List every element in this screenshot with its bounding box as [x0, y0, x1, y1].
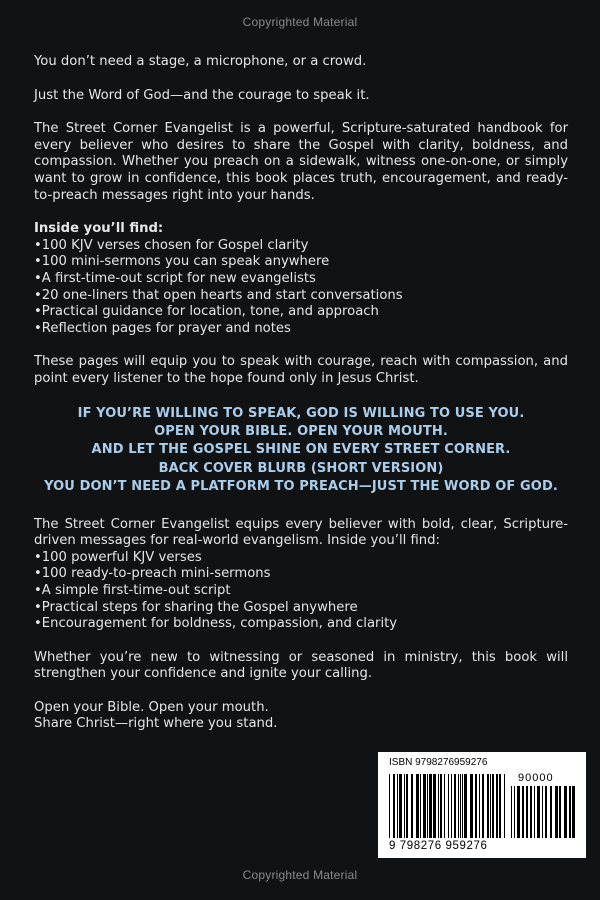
barcode-bar [492, 774, 494, 838]
barcode-bar [448, 774, 449, 838]
barcode-bar [542, 786, 543, 838]
barcode-bar [423, 774, 426, 838]
barcode-bar [399, 774, 402, 838]
list-item: • 100 ready-to-preach mini-sermons [34, 566, 568, 583]
list-item: • Practical guidance for location, tone, and approach [34, 304, 568, 321]
intro-line-1: You don’t need a stage, a microphone, or a crowd. [34, 54, 367, 69]
whether-paragraph: Whether you’re new to witnessing or seasoned in ministry, this book will strengthen your confidence and ignite your calling. [34, 649, 568, 682]
closing-line-1: Open your Bible. Open your mouth. [34, 699, 269, 715]
barcode-bar [406, 774, 408, 838]
barcode-bar [429, 774, 432, 838]
barcode-bar [499, 774, 501, 838]
barcode-bar [534, 786, 535, 838]
barcode-bar [550, 786, 552, 838]
list-item: • Practical steps for sharing the Gospel anywhere [34, 600, 568, 617]
barcode-digits: 9 798276 959276 [389, 840, 488, 852]
barcode-bar [470, 774, 473, 838]
barcode-bar [487, 774, 489, 838]
list-item: • 20 one-liners that open hearts and start conversations [34, 288, 568, 305]
barcode-bar [537, 786, 540, 838]
barcode-bar [440, 774, 442, 838]
callout-line: IF YOU’RE WILLING TO SPEAK, GOD IS WILLING TO USE YOU. [77, 405, 525, 421]
isbn-label: ISBN 9798276959276 [389, 757, 488, 768]
barcode-addon-bars [511, 786, 575, 838]
barcode-bar [411, 774, 413, 838]
barcode-bar [504, 774, 505, 838]
intro-line-2: Just the Word of God—and the courage to speak it. [34, 87, 370, 103]
barcode-bar [464, 774, 467, 838]
barcode-bar [438, 774, 439, 838]
barcode-bar [451, 774, 452, 838]
callout-line: BACK COVER BLURB (SHORT VERSION) [158, 460, 444, 476]
callout-line: OPEN YOUR BIBLE. OPEN YOUR MOUTH. [154, 423, 448, 439]
list-item: • Reflection pages for prayer and notes [34, 321, 568, 338]
barcode-bar [496, 774, 498, 838]
barcode-bar [397, 774, 398, 838]
barcode-bar [559, 786, 561, 838]
barcode-bar [517, 786, 520, 838]
barcode-bar [462, 774, 463, 838]
barcode-bars [389, 774, 509, 838]
barcode-bar [555, 786, 558, 838]
callout-line: AND LET THE GOSPEL SHINE ON EVERY STREET CORNER. [91, 442, 511, 458]
barcode-bar [416, 774, 419, 838]
barcode-bar [393, 774, 395, 838]
short-intro-paragraph: The Street Corner Evangelist equips every believer with bold, clear, Scripture-driven messages for real-world evangelism. Inside you’ll find: [34, 516, 568, 549]
barcode-bar [479, 774, 480, 838]
barcode-bar [514, 786, 515, 838]
watermark-top: Copyrighted Material [242, 15, 358, 29]
barcode-bar [475, 774, 477, 838]
isbn-barcode [378, 752, 586, 858]
list-item: • A first-time-out script for new evangelists [34, 271, 568, 288]
watermark-bottom: Copyrighted Material [242, 868, 358, 882]
description-paragraph: The Street Corner Evangelist is a powerful, Scripture-saturated handbook for every believer who desires to share the Gospel with clarity, boldness, and compassion. Whether you preach on a sidewalk, witness one-on-one, or simply want to grow in confidence, this book places truth, encouragement, and ready-to-preach messages right into your hands. [34, 121, 568, 203]
callout-block [34, 405, 568, 497]
list-item: • 100 powerful KJV verses [34, 550, 568, 567]
barcode-bar [458, 774, 459, 838]
barcode-addon-number: 90000 [518, 772, 554, 784]
barcode-bar [545, 786, 547, 838]
barcode-bar [564, 786, 567, 838]
equip-paragraph: These pages will equip you to speak with courage, reach with compassion, and point every listener to the hope found only in Jesus Christ. [34, 354, 568, 386]
barcode-bar [522, 786, 524, 838]
barcode-bar [511, 786, 512, 838]
list-item: • A simple first-time-out script [34, 583, 568, 600]
barcode-bar [433, 774, 436, 838]
barcode-bar [490, 774, 491, 838]
list-item: • Encouragement for boldness, compassion, and clarity [34, 616, 568, 633]
barcode-bar [404, 774, 405, 838]
barcode-bar [427, 774, 428, 838]
barcode-bar [572, 786, 575, 838]
closing-line-2: Share Christ—right where you stand. [34, 716, 278, 732]
inside-list [34, 238, 568, 338]
barcode-bar [530, 786, 532, 838]
barcode-bar [420, 774, 421, 838]
barcode-bar [454, 774, 456, 838]
list-item: • 100 KJV verses chosen for Gospel clarity [34, 238, 568, 255]
callout-line: YOU DON’T NEED A PLATFORM TO PREACH—JUST THE WORD OF GOD. [44, 479, 558, 495]
barcode-bar [569, 786, 571, 838]
back-cover-text [34, 54, 568, 733]
list-item: • 100 mini-sermons you can speak anywhere [34, 254, 568, 271]
barcode-bar [526, 786, 528, 838]
short-list [34, 550, 568, 633]
barcode-bar [482, 774, 484, 838]
inside-title: Inside you’ll find: [34, 221, 164, 237]
barcode-bar [460, 774, 461, 838]
barcode-bar [444, 774, 445, 838]
barcode-bar [389, 774, 390, 838]
